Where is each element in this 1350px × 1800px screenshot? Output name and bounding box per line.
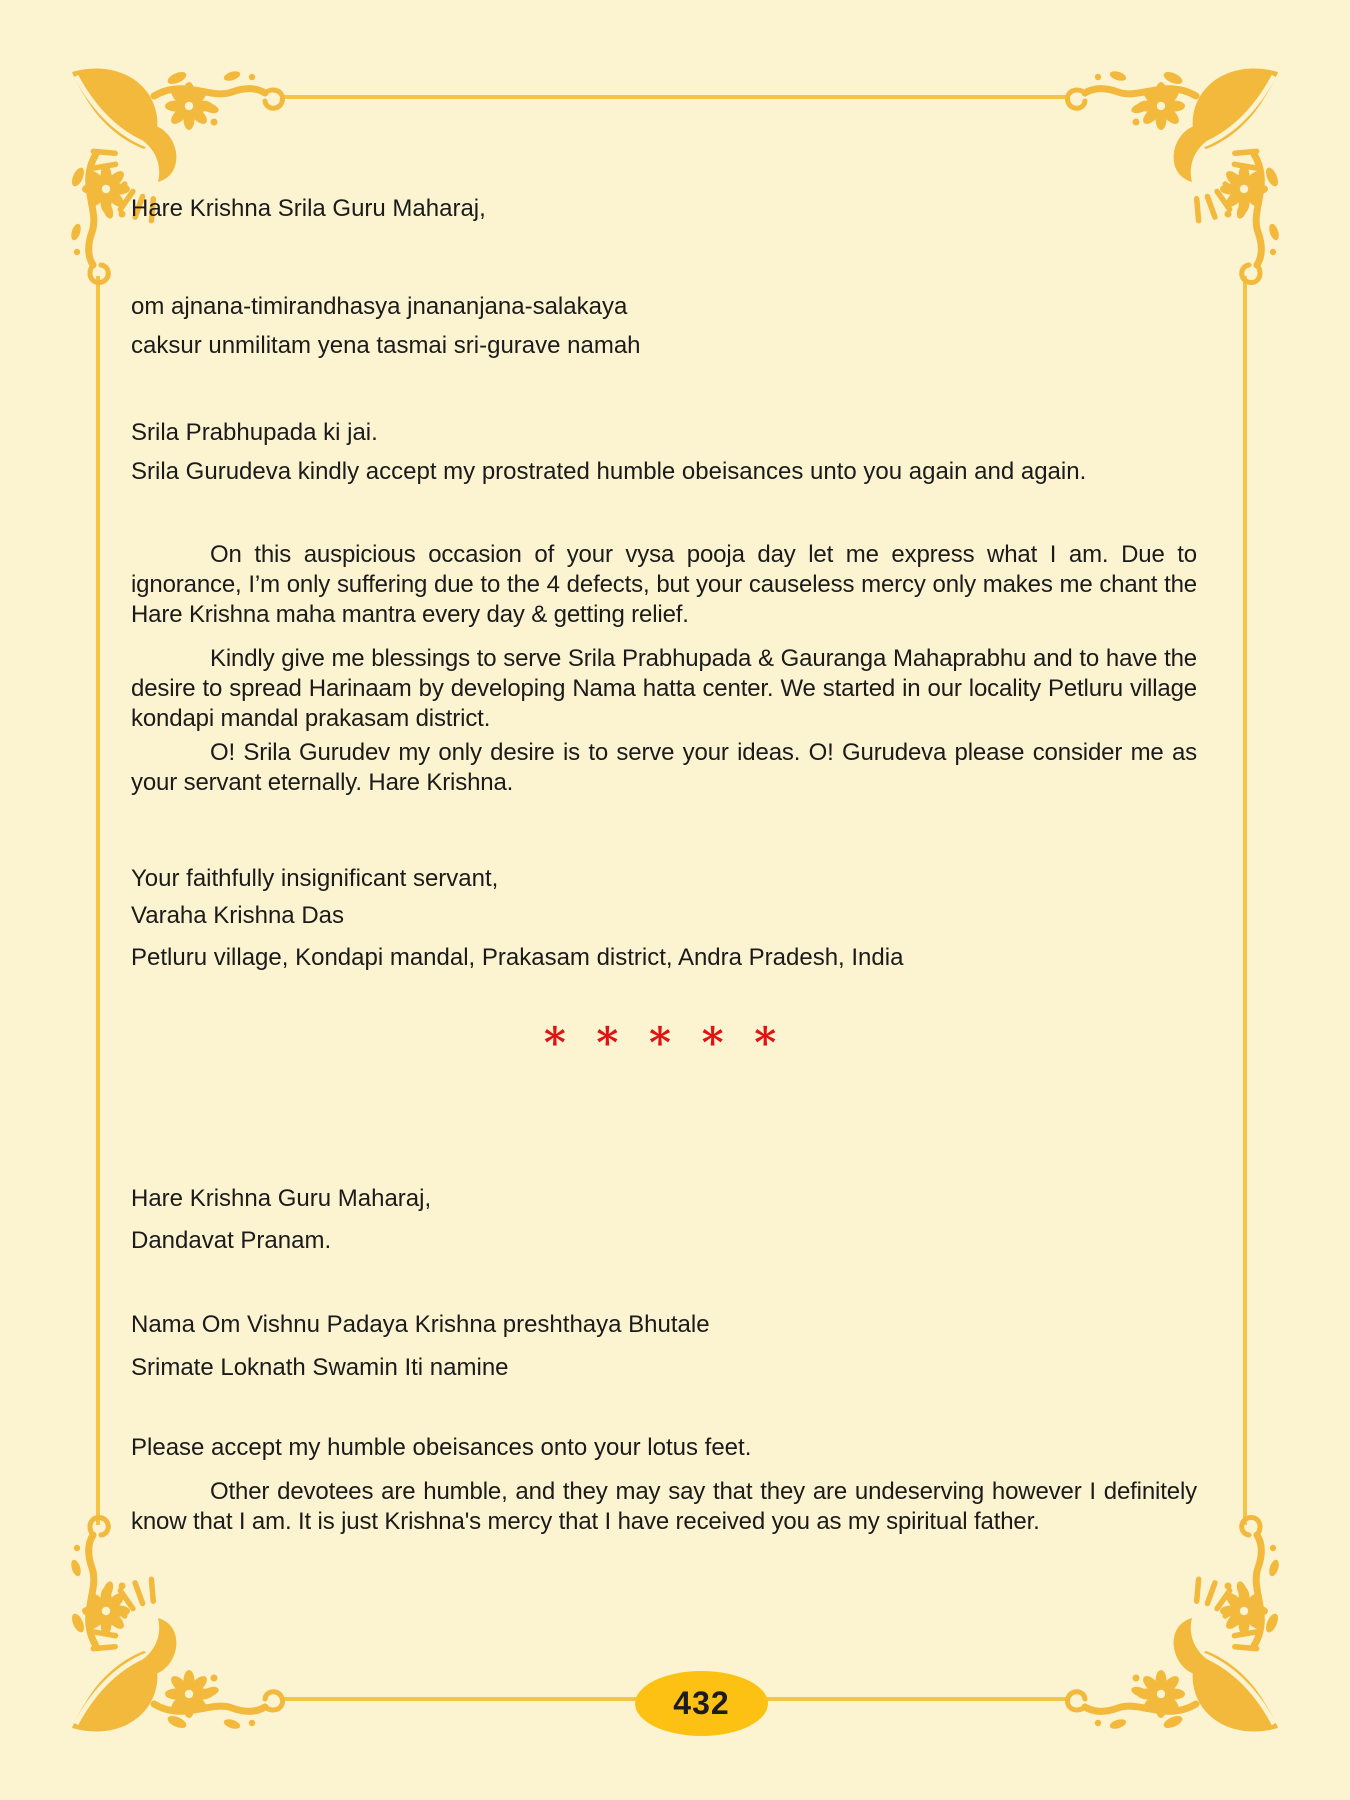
letter1-obeisance: Srila Gurudeva kindly accept my prostrated humble obeisances unto you again and again.	[131, 458, 1087, 485]
letter2-paragraph-1: Other devotees are humble, and they may say that they are undeserving however I definitely know that I am. It is just Krishna's mercy that I have received you as my spiritual father.	[131, 1478, 1197, 1535]
letter1-signature: Varaha Krishna Das	[131, 902, 344, 929]
letter2-obeisance: Please accept my humble obeisances onto your lotus feet.	[131, 1434, 752, 1461]
letter1-closing: Your faithfully insignificant servant,	[131, 865, 499, 892]
letter2-salutation: Hare Krishna Guru Maharaj,	[131, 1185, 432, 1212]
letter1-address: Petluru village, Kondapi mandal, Prakasam district, Andra Pradesh, India	[131, 944, 904, 971]
letter1-paragraph-2: Kindly give me blessings to serve Srila Prabhupada & Gauranga Mahaprabhu and to have the desire to spread Harinaam by developing Nama hatta center. We started in our locality Petluru village kondapi mandal prakasam district.	[131, 645, 1197, 732]
letter-separator-asterisks: * * * * *	[543, 1018, 785, 1067]
letter1-verse-line2: caksur unmilitam yena tasmai sri-gurave namah	[131, 332, 641, 359]
border-right-line	[1243, 276, 1247, 1525]
page-text-block	[131, 0, 1197, 1800]
letter1-verse-line1: om ajnana-timirandhasya jnananjana-salakaya	[131, 293, 628, 320]
letter2-verse-line1: Nama Om Vishnu Padaya Krishna preshthaya Bhutale	[131, 1311, 710, 1338]
letter1-jai-line: Srila Prabhupada ki jai.	[131, 419, 378, 446]
border-left-line	[96, 276, 100, 1525]
letter1-paragraph-3: O! Srila Gurudev my only desire is to serve your ideas. O! Gurudeva please consider me as your servant eternally. Hare Krishna.	[131, 739, 1197, 796]
letter1-paragraph-1: On this auspicious occasion of your vysa pooja day let me express what I am. Due to ignorance, I’m only suffering due to the 4 defects, but your causeless mercy only makes me chant the Hare Krishna maha mantra every day & getting relief.	[131, 541, 1197, 628]
page-number-label: 432	[673, 1685, 730, 1721]
page-number-badge	[635, 1671, 768, 1736]
letter1-salutation: Hare Krishna Srila Guru Maharaj,	[131, 195, 486, 222]
letter2-pranam-line: Dandavat Pranam.	[131, 1227, 332, 1254]
letter2-verse-line2: Srimate Loknath Swamin Iti namine	[131, 1354, 509, 1381]
